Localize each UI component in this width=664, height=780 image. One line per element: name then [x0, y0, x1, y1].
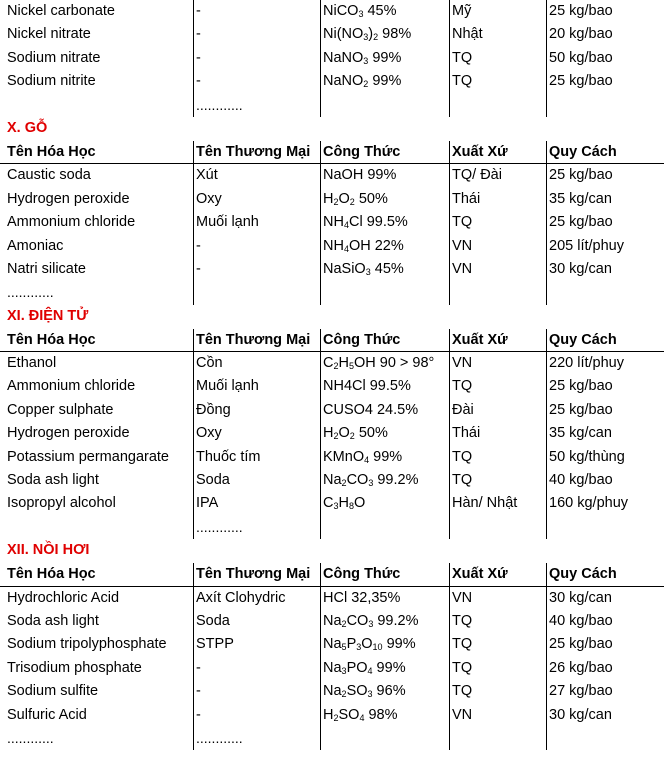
- table-row: [0, 610, 664, 633]
- column-divider: [546, 94, 547, 117]
- column-divider: [193, 23, 194, 46]
- cell-name: Hydrochloric Acid: [7, 589, 120, 606]
- column-divider: [320, 610, 321, 633]
- column-divider: [546, 375, 547, 398]
- column-divider: [449, 516, 450, 539]
- column-divider: [546, 680, 547, 703]
- cell-name: Ethanol: [7, 355, 57, 372]
- column-divider: [320, 94, 321, 117]
- continuation-dots: ............: [196, 518, 243, 535]
- header-formula: Công Thức: [323, 331, 401, 348]
- column-divider: [320, 680, 321, 703]
- section-title-row: [0, 305, 664, 329]
- column-divider: [193, 516, 194, 539]
- column-divider: [546, 704, 547, 727]
- column-divider: [449, 704, 450, 727]
- continuation-row: [0, 516, 664, 539]
- column-divider: [193, 164, 194, 187]
- cell-origin: TQ: [452, 214, 473, 231]
- table-row: [0, 492, 664, 515]
- cell-spec: 26 kg/bao: [549, 659, 613, 676]
- cell-name: Nickel carbonate: [7, 3, 115, 19]
- cell-origin: TQ: [452, 683, 473, 700]
- table-row: [0, 680, 664, 703]
- column-divider: [193, 281, 194, 304]
- column-divider: [193, 704, 194, 727]
- column-divider: [320, 23, 321, 46]
- column-divider: [193, 633, 194, 656]
- cell-spec: 25 kg/bao: [549, 378, 613, 395]
- cell-formula: $Na_3PO_4$ 99%: [323, 659, 406, 676]
- column-divider: [320, 563, 321, 585]
- column-divider: [193, 235, 194, 258]
- column-divider: [320, 281, 321, 304]
- column-divider: [546, 329, 547, 351]
- column-divider: [546, 399, 547, 422]
- column-divider: [193, 563, 194, 585]
- cell-trade: -: [196, 260, 201, 277]
- column-divider: [193, 0, 194, 23]
- cell-origin: TQ: [452, 636, 473, 653]
- table-row: [0, 657, 664, 680]
- column-divider: [320, 375, 321, 398]
- column-divider: [193, 446, 194, 469]
- column-divider: [193, 188, 194, 211]
- column-divider: [193, 727, 194, 750]
- table-row: [0, 258, 664, 281]
- cell-formula: NaNO$_2$ 99%: [323, 73, 402, 90]
- cell-formula: $Na_2CO_3$ 99.2%: [323, 472, 419, 489]
- cell-origin: VN: [452, 589, 473, 606]
- cell-trade: -: [196, 49, 201, 66]
- cell-name: Potassium permangarate: [7, 448, 169, 465]
- cell-name: Nickel nitrate: [7, 26, 91, 43]
- column-divider: [320, 188, 321, 211]
- header-formula: Công Thức: [323, 143, 401, 160]
- column-divider: [449, 141, 450, 163]
- column-divider: [449, 680, 450, 703]
- cell-formula: HCl 32,35%: [323, 589, 401, 606]
- cell-origin: Thái: [452, 190, 481, 207]
- section-title: XI. ĐIỆN TỬ: [7, 307, 89, 324]
- column-divider: [193, 610, 194, 633]
- column-divider: [546, 235, 547, 258]
- cell-spec: 30 kg/can: [549, 260, 612, 277]
- cell-trade: Soda: [196, 472, 230, 489]
- table-row: [0, 70, 664, 93]
- column-divider: [193, 47, 194, 70]
- cell-spec: 35 kg/can: [549, 425, 612, 442]
- table-row: [0, 633, 664, 656]
- column-divider: [320, 0, 321, 23]
- cell-name: Sodium nitrite: [7, 73, 96, 90]
- cell-origin: TQ: [452, 472, 473, 489]
- section-title: XII. NỒI HƠI: [7, 542, 90, 559]
- cell-origin: Đài: [452, 401, 474, 418]
- column-divider: [546, 352, 547, 375]
- continuation-row: [0, 281, 664, 304]
- cell-name: Isopropyl alcohol: [7, 495, 116, 512]
- cell-name: Soda ash light: [7, 472, 99, 489]
- column-divider: [546, 281, 547, 304]
- column-divider: [449, 610, 450, 633]
- cell-formula: $NH_4Cl$ 99.5%: [323, 214, 408, 231]
- cell-origin: VN: [452, 706, 473, 723]
- cell-name: Sodium sulfite: [7, 683, 99, 700]
- continuation-dots: ............: [7, 284, 54, 301]
- column-divider: [320, 70, 321, 93]
- cell-origin: Mỹ: [452, 3, 472, 19]
- cell-spec: 27 kg/bao: [549, 683, 613, 700]
- column-divider: [193, 492, 194, 515]
- cell-name: Trisodium phosphate: [7, 659, 142, 676]
- cell-origin: VN: [452, 237, 473, 254]
- cell-spec: 25 kg/bao: [549, 167, 613, 184]
- cell-spec: 25 kg/bao: [549, 3, 613, 19]
- cell-name: Sodium nitrate: [7, 49, 101, 66]
- cell-spec: 30 kg/can: [549, 589, 612, 606]
- cell-name: Caustic soda: [7, 167, 91, 184]
- cell-formula: $Na_5P_3O_{10}$ 99%: [323, 636, 416, 653]
- cell-name: Amoniac: [7, 237, 64, 254]
- column-divider: [449, 70, 450, 93]
- column-divider: [546, 23, 547, 46]
- cell-origin: TQ/ Đài: [452, 167, 502, 184]
- cell-formula: NaSiO$_3$ 45%: [323, 260, 404, 277]
- cell-spec: 220 lít/phuy: [549, 355, 624, 372]
- cell-formula: $Ni(NO_3)_2$ 98%: [323, 26, 412, 43]
- cell-name: Hydrogen peroxide: [7, 190, 130, 207]
- column-divider: [193, 657, 194, 680]
- column-divider: [193, 399, 194, 422]
- column-divider: [320, 516, 321, 539]
- cell-trade: Muối lạnh: [196, 378, 259, 395]
- column-divider: [320, 352, 321, 375]
- cell-formula: $C_3H_8O$: [323, 495, 366, 512]
- column-divider: [320, 164, 321, 187]
- continuation-row: [0, 727, 664, 750]
- column-divider: [193, 587, 194, 610]
- cell-origin: Nhật: [452, 26, 483, 43]
- cell-formula: $H_2O_2$ 50%: [323, 190, 388, 207]
- column-divider: [546, 516, 547, 539]
- column-divider: [320, 469, 321, 492]
- cell-trade: -: [196, 237, 201, 254]
- table-row: [0, 446, 664, 469]
- column-divider: [320, 47, 321, 70]
- column-divider: [320, 492, 321, 515]
- table-row: [0, 587, 664, 610]
- column-divider: [546, 422, 547, 445]
- column-divider: [320, 446, 321, 469]
- column-divider: [449, 23, 450, 46]
- table-row: [0, 469, 664, 492]
- column-divider: [546, 141, 547, 163]
- table-row: [0, 399, 664, 422]
- table-row: [0, 23, 664, 46]
- column-divider: [449, 657, 450, 680]
- section-title-row: [0, 117, 664, 141]
- cell-trade: -: [196, 659, 201, 676]
- cell-formula: $C_2H_5OH$ 90 > 98°: [323, 355, 435, 372]
- column-divider: [320, 657, 321, 680]
- continuation-dots: ............: [196, 729, 243, 746]
- continuation-dots: ............: [7, 729, 54, 746]
- cell-formula: $Na_2SO_3$ 96%: [323, 683, 406, 700]
- column-divider: [546, 727, 547, 750]
- column-divider: [449, 0, 450, 23]
- cell-name: Sulfuric Acid: [7, 706, 87, 723]
- table-header-row: [0, 141, 664, 164]
- cell-formula: KMnO$_4$ 99%: [323, 448, 403, 465]
- cell-spec: 20 kg/bao: [549, 26, 613, 43]
- column-divider: [546, 164, 547, 187]
- column-divider: [449, 375, 450, 398]
- cell-trade: Axít Clohydric: [196, 589, 286, 606]
- column-divider: [449, 329, 450, 351]
- column-divider: [546, 469, 547, 492]
- cell-origin: VN: [452, 260, 473, 277]
- header-name: Tên Hóa Học: [7, 143, 96, 160]
- cell-trade: -: [196, 26, 201, 43]
- header-origin: Xuất Xứ: [452, 143, 508, 160]
- cell-trade: Đồng: [196, 401, 231, 418]
- cell-origin: TQ: [452, 73, 473, 90]
- column-divider: [449, 587, 450, 610]
- column-divider: [449, 633, 450, 656]
- header-origin: Xuất Xứ: [452, 566, 508, 583]
- cell-name: Ammonium chloride: [7, 214, 136, 231]
- cell-formula: $H_2O_2$ 50%: [323, 425, 388, 442]
- column-divider: [546, 492, 547, 515]
- cell-trade: -: [196, 706, 201, 723]
- cell-trade: Oxy: [196, 425, 222, 442]
- cell-name: Natri silicate: [7, 260, 86, 277]
- column-divider: [449, 281, 450, 304]
- column-divider: [449, 563, 450, 585]
- column-divider: [449, 422, 450, 445]
- column-divider: [320, 258, 321, 281]
- column-divider: [546, 633, 547, 656]
- table-row: [0, 704, 664, 727]
- cell-trade: -: [196, 683, 201, 700]
- column-divider: [449, 94, 450, 117]
- column-divider: [546, 657, 547, 680]
- header-trade: Tên Thương Mại: [196, 566, 311, 583]
- header-spec: Quy Cách: [549, 331, 617, 348]
- column-divider: [546, 258, 547, 281]
- cell-spec: 30 kg/can: [549, 706, 612, 723]
- cell-trade: Cồn: [196, 355, 223, 372]
- cell-trade: Oxy: [196, 190, 222, 207]
- cell-trade: Xút: [196, 167, 218, 184]
- cell-spec: 160 kg/phuy: [549, 495, 629, 512]
- cell-trade: -: [196, 3, 201, 19]
- cell-spec: 25 kg/bao: [549, 214, 613, 231]
- cell-trade: Thuốc tím: [196, 448, 261, 465]
- cell-formula: $NH_4OH$ 22%: [323, 237, 404, 254]
- table-row: [0, 47, 664, 70]
- column-divider: [449, 727, 450, 750]
- cell-origin: TQ: [452, 659, 473, 676]
- column-divider: [449, 469, 450, 492]
- cell-trade: IPA: [196, 495, 219, 512]
- table-row: [0, 164, 664, 187]
- cell-spec: 50 kg/thùng: [549, 448, 625, 465]
- cell-name: Sodium tripolyphosphate: [7, 636, 167, 653]
- column-divider: [193, 422, 194, 445]
- column-divider: [546, 610, 547, 633]
- column-divider: [320, 727, 321, 750]
- cell-spec: 50 kg/bao: [549, 49, 613, 66]
- cell-trade: -: [196, 73, 201, 90]
- column-divider: [320, 399, 321, 422]
- column-divider: [193, 258, 194, 281]
- column-divider: [320, 422, 321, 445]
- cell-spec: 25 kg/bao: [549, 636, 613, 653]
- cell-formula: NaNO$_3$ 99%: [323, 49, 402, 66]
- cell-trade: Muối lạnh: [196, 214, 259, 231]
- column-divider: [449, 492, 450, 515]
- column-divider: [546, 587, 547, 610]
- cell-origin: TQ: [452, 612, 473, 629]
- column-divider: [449, 446, 450, 469]
- cell-origin: Hàn/ Nhật: [452, 495, 518, 512]
- table-row: [0, 211, 664, 234]
- column-divider: [320, 329, 321, 351]
- cell-origin: TQ: [452, 378, 473, 395]
- column-divider: [546, 563, 547, 585]
- cell-spec: 35 kg/can: [549, 190, 612, 207]
- header-name: Tên Hóa Học: [7, 331, 96, 348]
- section-title: X. GỖ: [7, 119, 48, 136]
- column-divider: [546, 0, 547, 23]
- cell-formula: $H_2SO_4$ 98%: [323, 706, 398, 723]
- column-divider: [193, 352, 194, 375]
- column-divider: [193, 94, 194, 117]
- header-spec: Quy Cách: [549, 143, 617, 160]
- cell-spec: 25 kg/bao: [549, 73, 613, 90]
- column-divider: [449, 235, 450, 258]
- column-divider: [320, 141, 321, 163]
- cell-spec: 40 kg/bao: [549, 472, 613, 489]
- column-divider: [546, 70, 547, 93]
- column-divider: [449, 352, 450, 375]
- table-row: [0, 422, 664, 445]
- table-row: [0, 375, 664, 398]
- cell-origin: TQ: [452, 448, 473, 465]
- cell-origin: Thái: [452, 425, 481, 442]
- column-divider: [546, 446, 547, 469]
- column-divider: [449, 188, 450, 211]
- column-divider: [546, 47, 547, 70]
- column-divider: [449, 399, 450, 422]
- header-origin: Xuất Xứ: [452, 331, 508, 348]
- column-divider: [193, 375, 194, 398]
- header-trade: Tên Thương Mại: [196, 143, 311, 160]
- column-divider: [449, 47, 450, 70]
- column-divider: [449, 211, 450, 234]
- cell-trade: Soda: [196, 612, 230, 629]
- column-divider: [193, 70, 194, 93]
- continuation-dots: ............: [196, 96, 243, 113]
- cell-formula: $Na_2CO_3$ 99.2%: [323, 612, 419, 629]
- cell-formula: NH4Cl 99.5%: [323, 378, 411, 395]
- cell-spec: 40 kg/bao: [549, 612, 613, 629]
- cell-name: Copper sulphate: [7, 401, 114, 418]
- header-trade: Tên Thương Mại: [196, 331, 311, 348]
- column-divider: [193, 680, 194, 703]
- column-divider: [546, 211, 547, 234]
- header-name: Tên Hóa Học: [7, 566, 96, 583]
- table-header-row: [0, 563, 664, 586]
- cell-name: Ammonium chloride: [7, 378, 136, 395]
- cell-formula: CUSO4 24.5%: [323, 401, 419, 418]
- section-title-row: [0, 539, 664, 563]
- cell-formula: NiCO$_3$ 45%: [323, 3, 397, 19]
- table-row: [0, 0, 664, 23]
- column-divider: [193, 329, 194, 351]
- cell-name: Hydrogen peroxide: [7, 425, 130, 442]
- column-divider: [320, 587, 321, 610]
- column-divider: [320, 633, 321, 656]
- cell-trade: STPP: [196, 636, 234, 653]
- continuation-row: [0, 94, 664, 117]
- cell-origin: VN: [452, 355, 473, 372]
- table-row: [0, 188, 664, 211]
- table-row: [0, 352, 664, 375]
- header-spec: Quy Cách: [549, 566, 617, 583]
- column-divider: [320, 235, 321, 258]
- cell-origin: TQ: [452, 49, 473, 66]
- column-divider: [449, 258, 450, 281]
- column-divider: [193, 211, 194, 234]
- column-divider: [193, 469, 194, 492]
- column-divider: [193, 141, 194, 163]
- table-row: [0, 235, 664, 258]
- cell-formula: NaOH 99%: [323, 167, 397, 184]
- cell-name: Soda ash light: [7, 612, 99, 629]
- cell-spec: 25 kg/bao: [549, 401, 613, 418]
- header-formula: Công Thức: [323, 566, 401, 583]
- cell-spec: 205 lít/phuy: [549, 237, 624, 254]
- column-divider: [320, 704, 321, 727]
- column-divider: [546, 188, 547, 211]
- column-divider: [320, 211, 321, 234]
- table-header-row: [0, 329, 664, 352]
- column-divider: [449, 164, 450, 187]
